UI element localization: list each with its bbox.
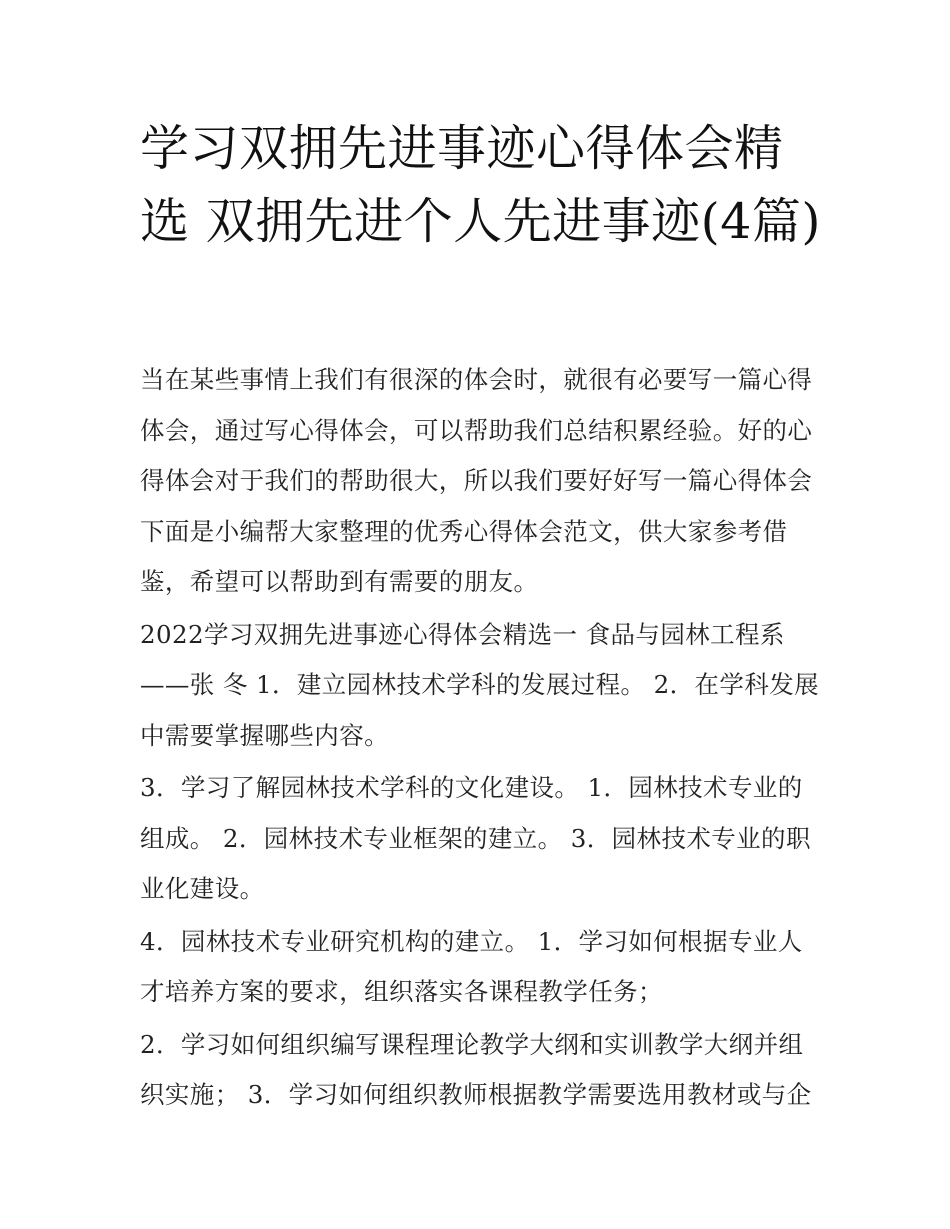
document-body: [140, 355, 820, 1123]
paragraph-item-3: 3．学习了解园林技术学科的文化建设。 1．园林技术专业的组成。 2．园林技术专业框架的建立。 3．园林技术专业的职业化建设。: [140, 773, 811, 903]
document-title: 学习双拥先进事迹心得体会精选 双拥先进个人先进事迹(4篇): [140, 120, 821, 250]
paragraph-section-one: 2022学习双拥先进事迹心得体会精选一 食品与园林工程系——张 冬 1．建立园林技术学科的发展过程。 2．在学科发展中需要掌握哪些内容。: [140, 619, 820, 750]
paragraph-item-4: 4．园林技术专业研究机构的建立。 1．学习如何根据专业人才培养方案的要求，组织落实各课程教学任务；: [140, 926, 803, 1006]
paragraph-intro: 当在某些事情上我们有很深的体会时，就很有必要写一篇心得体会，通过写心得体会，可以帮助我们总结积累经验。好的心得体会对于我们的帮助很大，所以我们要好好写一篇心得体会下面是小编帮大家整理的优秀心得体会范文，供大家参考借鉴，希望可以帮助到有需要的朋友。: [140, 365, 813, 596]
paragraph-item-2: 2．学习如何组织编写课程理论教学大纲和实训教学大纲并组织实施； 3．学习如何组织教师根据教学需要选用教材或与企: [140, 1029, 812, 1109]
